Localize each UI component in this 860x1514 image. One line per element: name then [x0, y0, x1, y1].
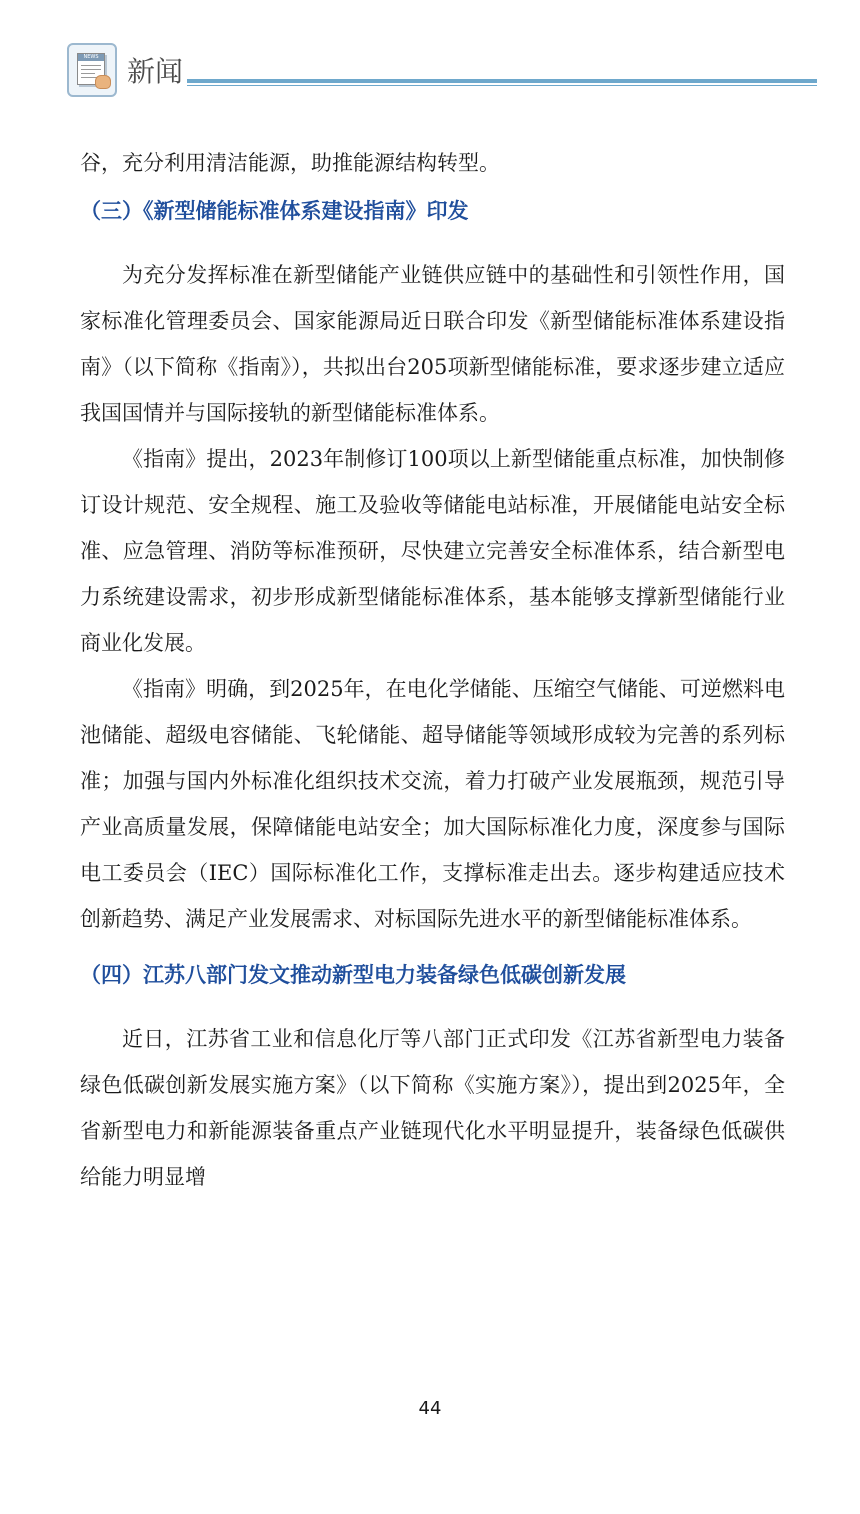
header-rule-thin: [187, 85, 817, 86]
news-badge-text: NEWS: [78, 54, 104, 61]
hand-icon: [95, 75, 111, 89]
newspaper-line: [81, 73, 95, 74]
article-body: [80, 140, 785, 1200]
paragraph-2: 《指南》提出，2023年制修订100项以上新型储能重点标准，加快制修订设计规范、安全规程、施工及验收等储能电站标准，开展储能电站安全标准、应急管理、消防等标准预研，尽快建立完善安全标准体系，结合新型电力系统建设需求，初步形成新型储能标准体系，基本能够支撑新型储能行业商业化发展。: [80, 447, 785, 655]
news-paper-icon: [67, 43, 117, 97]
paragraph-continued: 谷，充分利用清洁能源，助推能源结构转型。: [80, 151, 500, 175]
newspaper-line: [81, 69, 101, 70]
newspaper-line: [81, 65, 101, 66]
page-number: 44: [418, 1398, 442, 1419]
page-header: [0, 0, 860, 110]
header-rule-thick: [187, 79, 817, 83]
paragraph-4: 近日，江苏省工业和信息化厅等八部门正式印发《江苏省新型电力装备绿色低碳创新发展实施方案》（以下简称《实施方案》），提出到2025年，全省新型电力和新能源装备重点产业链现代化水平明显提升，装备绿色低碳供给能力明显增: [80, 1027, 785, 1189]
section-heading-3: （三）《新型储能标准体系建设指南》印发: [80, 199, 469, 223]
section-title: 新闻: [127, 55, 184, 88]
paragraph-1: 为充分发挥标准在新型储能产业链供应链中的基础性和引领性作用，国家标准化管理委员会、国家能源局近日联合印发《新型储能标准体系建设指南》（以下简称《指南》），共拟出台205项新型储能标准，要求逐步建立适应我国国情并与国际接轨的新型储能标准体系。: [80, 263, 785, 425]
paragraph-3: 《指南》明确，到2025年，在电化学储能、压缩空气储能、可逆燃料电池储能、超级电容储能、飞轮储能、超导储能等领域形成较为完善的系列标准；加强与国内外标准化组织技术交流，着力打破产业发展瓶颈，规范引导产业高质量发展，保障储能电站安全；加大国际标准化力度，深度参与国际电工委员会（IEC）国际标准化工作，支撑标准走出去。逐步构建适应技术创新趋势、满足产业发展需求、对标国际先进水平的新型储能标准体系。: [80, 677, 785, 931]
section-heading-4: （四）江苏八部门发文推动新型电力装备绿色低碳创新发展: [80, 963, 626, 987]
